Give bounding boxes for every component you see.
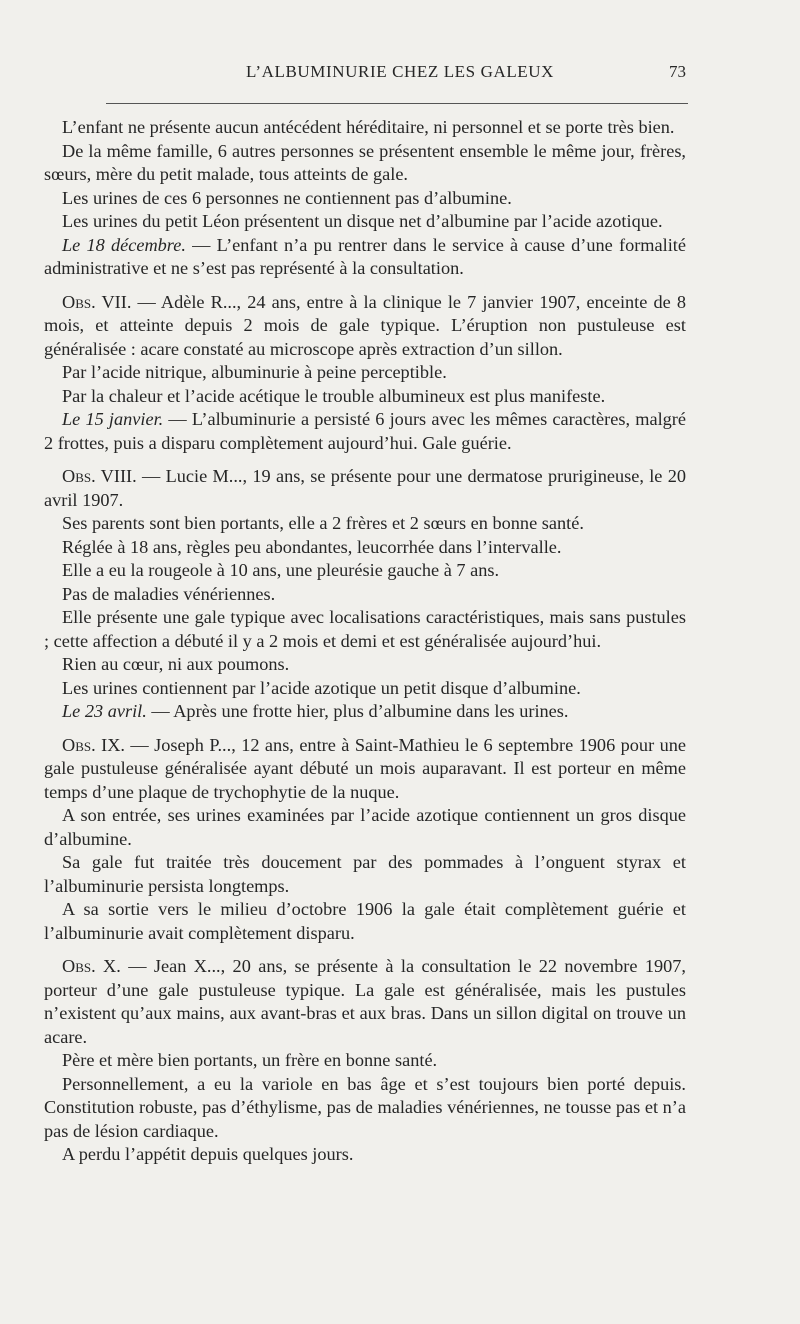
paragraph: Par l’acide nitrique, albuminurie à peine perceptible. [62,362,447,382]
paragraph: Rien au cœur, ni aux poumons. [62,654,290,674]
paragraph: Sa gale fut traitée très doucement par des pommades à l’onguent styrax et l’albuminurie persista longtemps. [44,852,686,896]
paragraph: Par la chaleur et l’acide acétique le trouble albumineux est plus manifeste. [62,385,606,406]
observation-paragraph: Obs. X. — Jean X..., 20 ans, se présente à la consultation le 22 novembre 1907, porteur d’une gale pustuleuse typique. La gale est généralisée, mais les pustules n’existent qu’aux mains, aux avant-bras et aux bras. Dans un sillon digital on trouve un acare. [44,956,686,1047]
running-title: L’ALBUMINURIE CHEZ LES GALEUX [245,62,555,81]
observation-label: Obs. VII. [62,291,132,312]
paragraph: Personnellement, a eu la variole en bas âge et s’est toujours bien porté depuis. Constitution robuste, pas d’éthylisme, pas de maladies vénériennes, ne tousse pas et n’a pas de lésion cardiaque. [44,1073,686,1141]
running-head [0,62,800,90]
paragraph: Les urines contiennent par l’acide azotique un petit disque d’albumine. [62,677,581,698]
paragraph: Le 23 avril. — Après une frotte hier, plus d’albumine dans les urines. [62,701,569,721]
paragraph: De la même famille, 6 autres personnes se présentent ensemble le même jour, frères, sœurs, mère du petit malade, tous atteints de gale. [44,140,686,184]
observation-paragraph: Obs. IX. — Joseph P..., 12 ans, entre à Saint-Mathieu le 6 septembre 1906 pour une gale pustuleuse généralisée ayant débuté un mois auparavant. Il est porteur en même temps d’une plaque de trychophytie de la nuque. [44,734,686,802]
paragraph: A sa sortie vers le milieu d’octobre 1906 la gale était complètement guérie et l’albuminurie avait complètement disparu. [44,899,686,943]
observation-paragraph: Obs. VIII. — Lucie M..., 19 ans, se présente pour une dermatose prurigineuse, le 20 avril 1907. [44,466,687,510]
paragraph: Les urines du petit Léon présentent un disque net d’albumine par l’acide azotique. [62,211,663,231]
paragraph: A perdu l’appétit depuis quelques jours. [62,1144,354,1164]
date-lead: Le 15 janvier. [62,409,164,429]
paragraph: Elle présente une gale typique avec localisations caractéristiques, mais sans pustules ; cette affection a débuté il y a 2 mois et demi et est généralisée aujourd’hui. [44,607,686,651]
date-lead: Le 23 avril. [62,701,147,721]
header-rule [106,103,688,104]
paragraph: Réglée à 18 ans, règles peu abondantes, leucorrhée dans l’intervalle. [62,536,562,557]
paragraph: Le 18 décembre. — L’enfant n’a pu rentrer dans le service à cause d’une formalité administrative et ne s’est pas représenté à la consultation. [44,234,686,278]
page-number: 73 [669,62,686,81]
paragraph: Ses parents sont bien portants, elle a 2 frères et 2 sœurs en bonne santé. [62,513,584,533]
paragraph: A son entrée, ses urines examinées par l’acide azotique contiennent un gros disque d’albumine. [44,805,686,849]
paragraph: Les urines de ces 6 personnes ne contiennent pas d’albumine. [62,187,512,208]
date-lead: Le 18 décembre. [62,234,186,255]
paragraph: Père et mère bien portants, un frère en bonne santé. [62,1050,438,1070]
observation-paragraph: Obs. VII. — Adèle R..., 24 ans, entre à la clinique le 7 janvier 1907, enceinte de 8 mois, et atteinte depuis 2 mois de gale typique. L’éruption non pustuleuse est généralisée : acare constaté au microscope après extraction d’un sillon. [44,291,686,359]
observation-label: Obs. IX. [62,734,125,755]
paragraph: Le 15 janvier. — L’albuminurie a persisté 6 jours avec les mêmes caractères, malgré 2 frottes, puis a disparu complètement aujourd’hui. Gale guérie. [44,409,686,453]
paragraph: L’enfant ne présente aucun antécédent héréditaire, ni personnel et se porte très bien. [62,117,675,137]
observation-label: Obs. VIII. [62,466,137,486]
paragraph: Pas de maladies vénériennes. [62,583,276,604]
body-text [44,116,686,1167]
observation-label: Obs. X. [62,956,121,976]
paragraph: Elle a eu la rougeole à 10 ans, une pleurésie gauche à 7 ans. [62,560,500,580]
